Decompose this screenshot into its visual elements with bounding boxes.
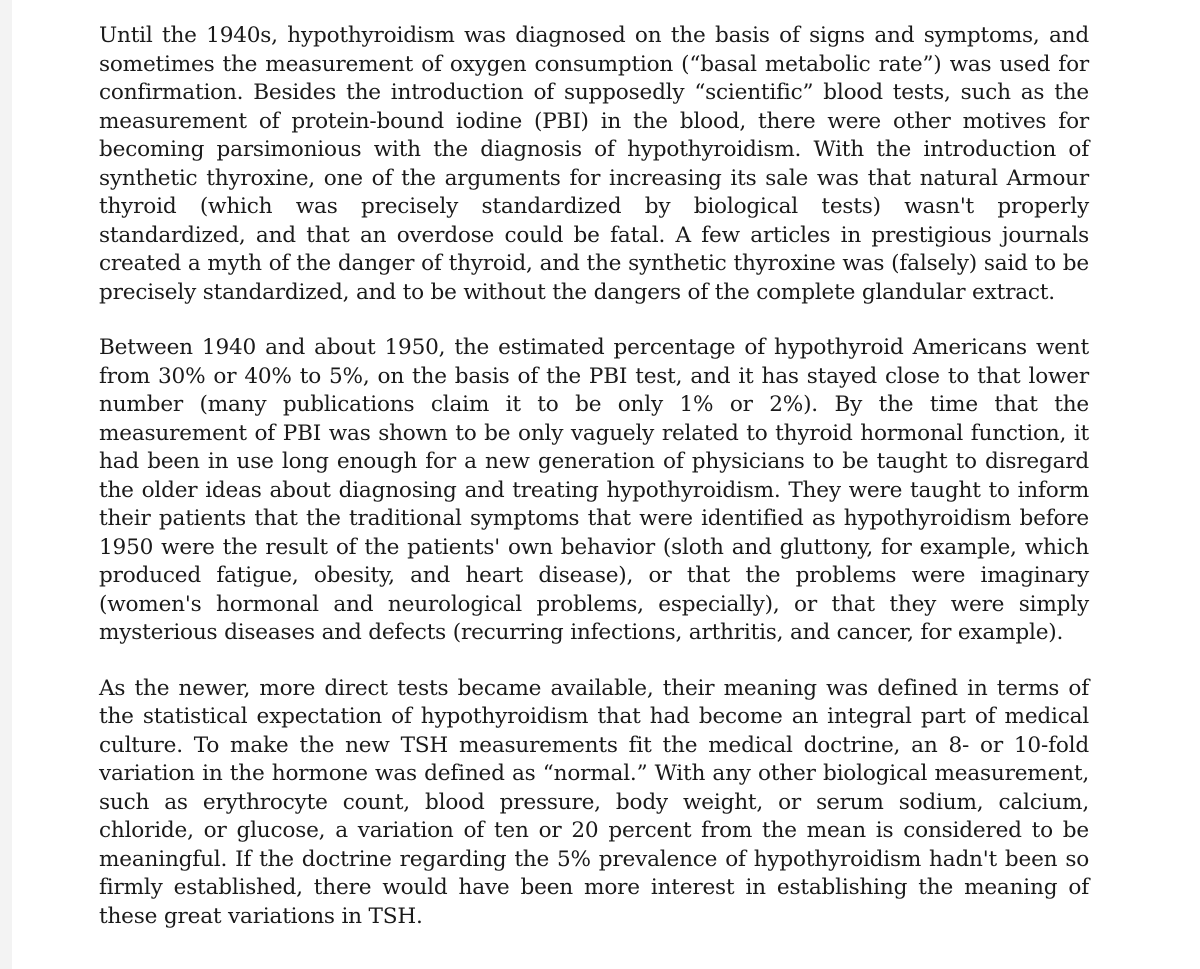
paragraph-1: Until the 1940s, hypothyroidism was diagnosed on the basis of signs and symptoms, and sometimes the measurement of oxygen consumption (“basal metabolic rate”) was used for confirmation. Besides the introduction of supposedly “scientific” blood tests, such as the measurement of protein-bound iodine (PBI) in the blood, there were other motives for becoming parsimonious with the diagnosis of hypothyroidism. With the introduction of synthetic thyroxine, one of the arguments for increasing its sale was that natural Armour thyroid (which was precisely standardized by biological tests) wasn't properly standardized, and that an overdose could be fatal. A few articles in prestigious journals created a myth of the danger of thyroid, and the synthetic thyroxine was (falsely) said to be precisely standardized, and to be without the dangers of the complete glandular extract. <box>99 23 1089 305</box>
article-body <box>99 22 1089 958</box>
paragraph-2: Between 1940 and about 1950, the estimated percentage of hypothyroid Americans went from 30% or 40% to 5%, on the basis of the PBI test, and it has stayed close to that lower number (many publications claim it to be only 1% or 2%). By the time that the measurement of PBI was shown to be only vaguely related to thyroid hormonal function, it had been in use long enough for a new generation of physicians to be taught to disregard the older ideas about diagnosing and treating hypothyroidism. They were taught to inform their patients that the traditional symptoms that were identified as hypothyroidism before 1950 were the result of the patients' own behavior (sloth and gluttony, for example, which produced fatigue, obesity, and heart disease), or that the problems were imaginary (women's hormonal and neurological problems, especially), or that they were simply mysterious diseases and defects (recurring infections, arthritis, and cancer, for example). <box>99 335 1089 645</box>
left-margin-rail <box>0 0 12 969</box>
paragraph-3: As the newer, more direct tests became available, their meaning was defined in terms of the statistical expectation of hypothyroidism that had become an integral part of medical culture. To make the new TSH measurements fit the medical doctrine, an 8- or 10-fold variation in the hormone was defined as “normal.” With any other biological measurement, such as erythrocyte count, blood pressure, body weight, or serum sodium, calcium, chloride, or glucose, a variation of ten or 20 percent from the mean is considered to be meaningful. If the doctrine regarding the 5% prevalence of hypothyroidism hadn't been so firmly established, there would have been more interest in establishing the meaning of these great variations in TSH. <box>99 675 1089 929</box>
